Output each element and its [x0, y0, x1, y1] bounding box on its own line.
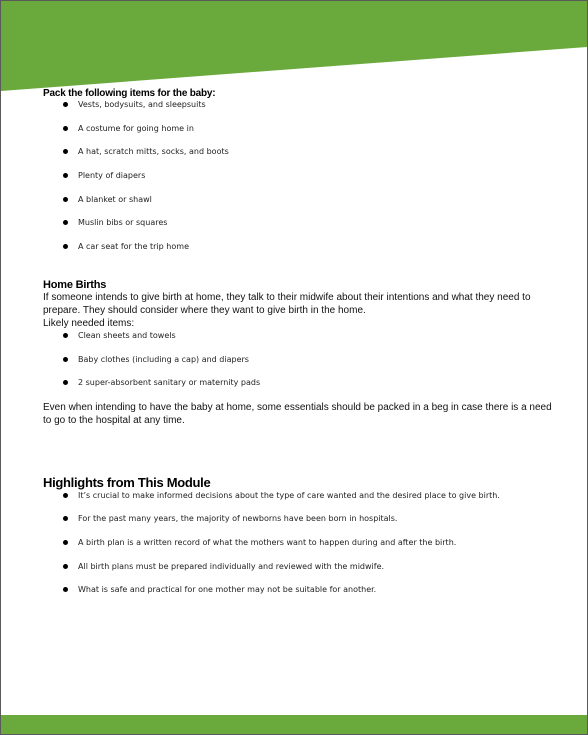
bullet-icon [63, 102, 68, 107]
header-green-band [1, 1, 587, 91]
bullet-icon [63, 149, 68, 154]
home-births-heading: Home Births [43, 279, 107, 292]
bullet-icon [63, 173, 68, 178]
list-item [43, 330, 553, 341]
list-item-text: What is safe and practical for one mother may not be suitable for another. [78, 585, 377, 595]
list-item-text: Muslin bibs or squares [78, 218, 168, 228]
baby-items-heading: Pack the following items for the baby: [43, 88, 216, 99]
list-item [43, 123, 553, 134]
list-item [43, 561, 553, 572]
list-item [43, 99, 553, 110]
bullet-icon [63, 516, 68, 521]
bullet-icon [63, 197, 68, 202]
list-item [43, 377, 553, 388]
list-item-text: Baby clothes (including a cap) and diapers [78, 354, 249, 364]
list-item-text: A car seat for the trip home [78, 242, 189, 252]
bullet-icon [63, 540, 68, 545]
list-item-text: All birth plans must be prepared individually and reviewed with the midwife. [78, 561, 385, 571]
home-births-items-list [43, 330, 553, 388]
list-item-text: A blanket or shawl [78, 194, 152, 204]
list-item-text: Plenty of diapers [78, 171, 146, 181]
list-item-text: 2 super-absorbent sanitary or maternity pads [78, 378, 261, 388]
list-item [43, 513, 553, 524]
list-item [43, 146, 553, 157]
list-item [43, 194, 553, 205]
home-births-needed-label: Likely needed items: [43, 318, 135, 330]
list-item-text: A birth plan is a written record of what the mothers want to happen during and after the birth. [78, 538, 457, 547]
bullet-icon [63, 587, 68, 592]
list-item [43, 537, 553, 548]
list-item-text: Vests, bodysuits, and sleepsuits [78, 100, 206, 109]
page-content [43, 85, 553, 608]
list-item [43, 241, 553, 252]
list-item-text: Clean sheets and towels [78, 331, 176, 341]
bullet-icon [63, 244, 68, 249]
list-item [43, 584, 553, 595]
bullet-icon [63, 126, 68, 131]
baby-items-list [43, 99, 553, 252]
bullet-icon [63, 380, 68, 385]
list-item [43, 170, 553, 181]
bullet-icon [63, 493, 68, 498]
list-item [43, 490, 553, 501]
home-births-closing: Even when intending to have the baby at home, some essentials should be packed in a beg in case there is a need to go to the hospital at any time. [43, 401, 552, 426]
list-item-text: It’s crucial to make informed decisions about the type of care wanted and the desired place to give birth. [78, 490, 500, 500]
list-item [43, 217, 553, 228]
list-item [43, 354, 553, 365]
highlights-list [43, 490, 553, 596]
list-item-text: A hat, scratch mitts, socks, and boots [78, 147, 229, 157]
bullet-icon [63, 357, 68, 362]
list-item-text: For the past many years, the majority of newborns have been born in hospitals. [78, 514, 398, 524]
highlights-heading: Highlights from This Module [43, 474, 211, 490]
bullet-icon [63, 564, 68, 569]
bullet-icon [63, 333, 68, 338]
bullet-icon [63, 220, 68, 225]
list-item-text: A costume for going home in [78, 123, 194, 133]
footer-green-band [1, 715, 587, 734]
home-births-intro: If someone intends to give birth at home, they talk to their midwife about their intentions and what they need to prepare. They should consider where they want to give birth in the home. [43, 292, 531, 317]
